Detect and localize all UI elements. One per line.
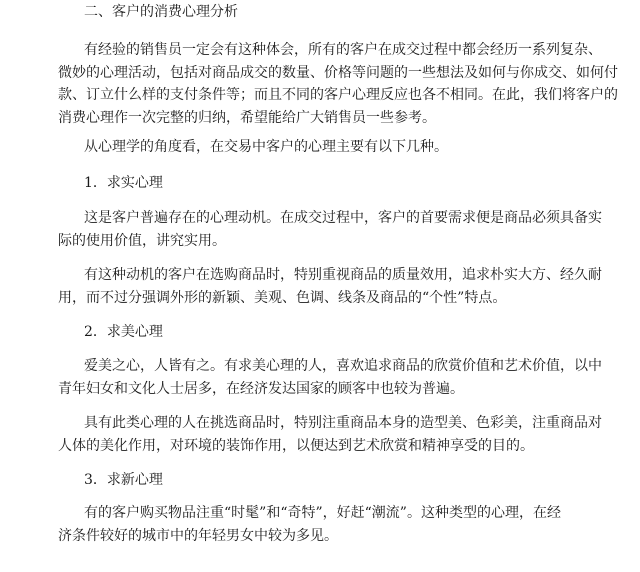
intro-line-3: 款、订立什么样的支付条件等；而且不同的客户心理反应也各不相同。在此，我们将客户的	[58, 87, 618, 103]
item2-heading: 2．求美心理	[84, 324, 163, 340]
item1-para1-line-1: 这是客户普遍存在的心理动机。在成交过程中，客户的首要需求便是商品必须具备实	[84, 210, 602, 226]
intro-line-4: 消费心理作一次完整的归纳，希望能给广大销售员一些参考。	[58, 110, 436, 126]
item1-para2-line-1: 有这种动机的客户在选购商品时，特别重视商品的质量效用，追求朴实大方、经久耐	[84, 267, 602, 283]
item1-para1-line-2: 际的使用价值，讲究实用。	[58, 233, 226, 249]
section-title: 二、客户的消费心理分析	[84, 4, 238, 20]
item2-para1-line-1: 爱美之心，人皆有之。有求美心理的人，喜欢追求商品的欣赏价值和艺术价值，以中	[84, 358, 602, 374]
item3-heading: 3．求新心理	[84, 472, 163, 488]
item1-para2-line-2: 用，而不过分强调外形的新颖、美观、色调、线条及商品的“个性”特点。	[58, 290, 507, 306]
intro-line-2: 微妙的心理活动，包括对商品成交的数量、价格等问题的一些想法及如何与你成交、如何付	[58, 65, 618, 81]
intro-line-1: 有经验的销售员一定会有这种体会，所有的客户在成交过程中都会经历一系列复杂、	[84, 42, 602, 58]
item3-para1-line-1: 有的客户购买物品注重“时髦”和“奇特”，好赶“潮流”。这种类型的心理，在经	[84, 505, 561, 521]
item1-heading: 1．求实心理	[84, 175, 163, 191]
item2-para2-line-1: 具有此类心理的人在挑选商品时，特别注重商品本身的造型美、色彩美，注重商品对	[84, 415, 602, 431]
item2-para2-line-2: 人体的美化作用，对环境的装饰作用，以便达到艺术欣赏和精神享受的目的。	[58, 438, 534, 454]
item3-para1-line-2: 济条件较好的城市中的年轻男女中较为多见。	[58, 528, 338, 544]
item2-para1-line-2: 青年妇女和文化人士居多，在经济发达国家的顾客中也较为普遍。	[58, 381, 464, 397]
lead-paragraph: 从心理学的角度看，在交易中客户的心理主要有以下几种。	[84, 139, 448, 155]
